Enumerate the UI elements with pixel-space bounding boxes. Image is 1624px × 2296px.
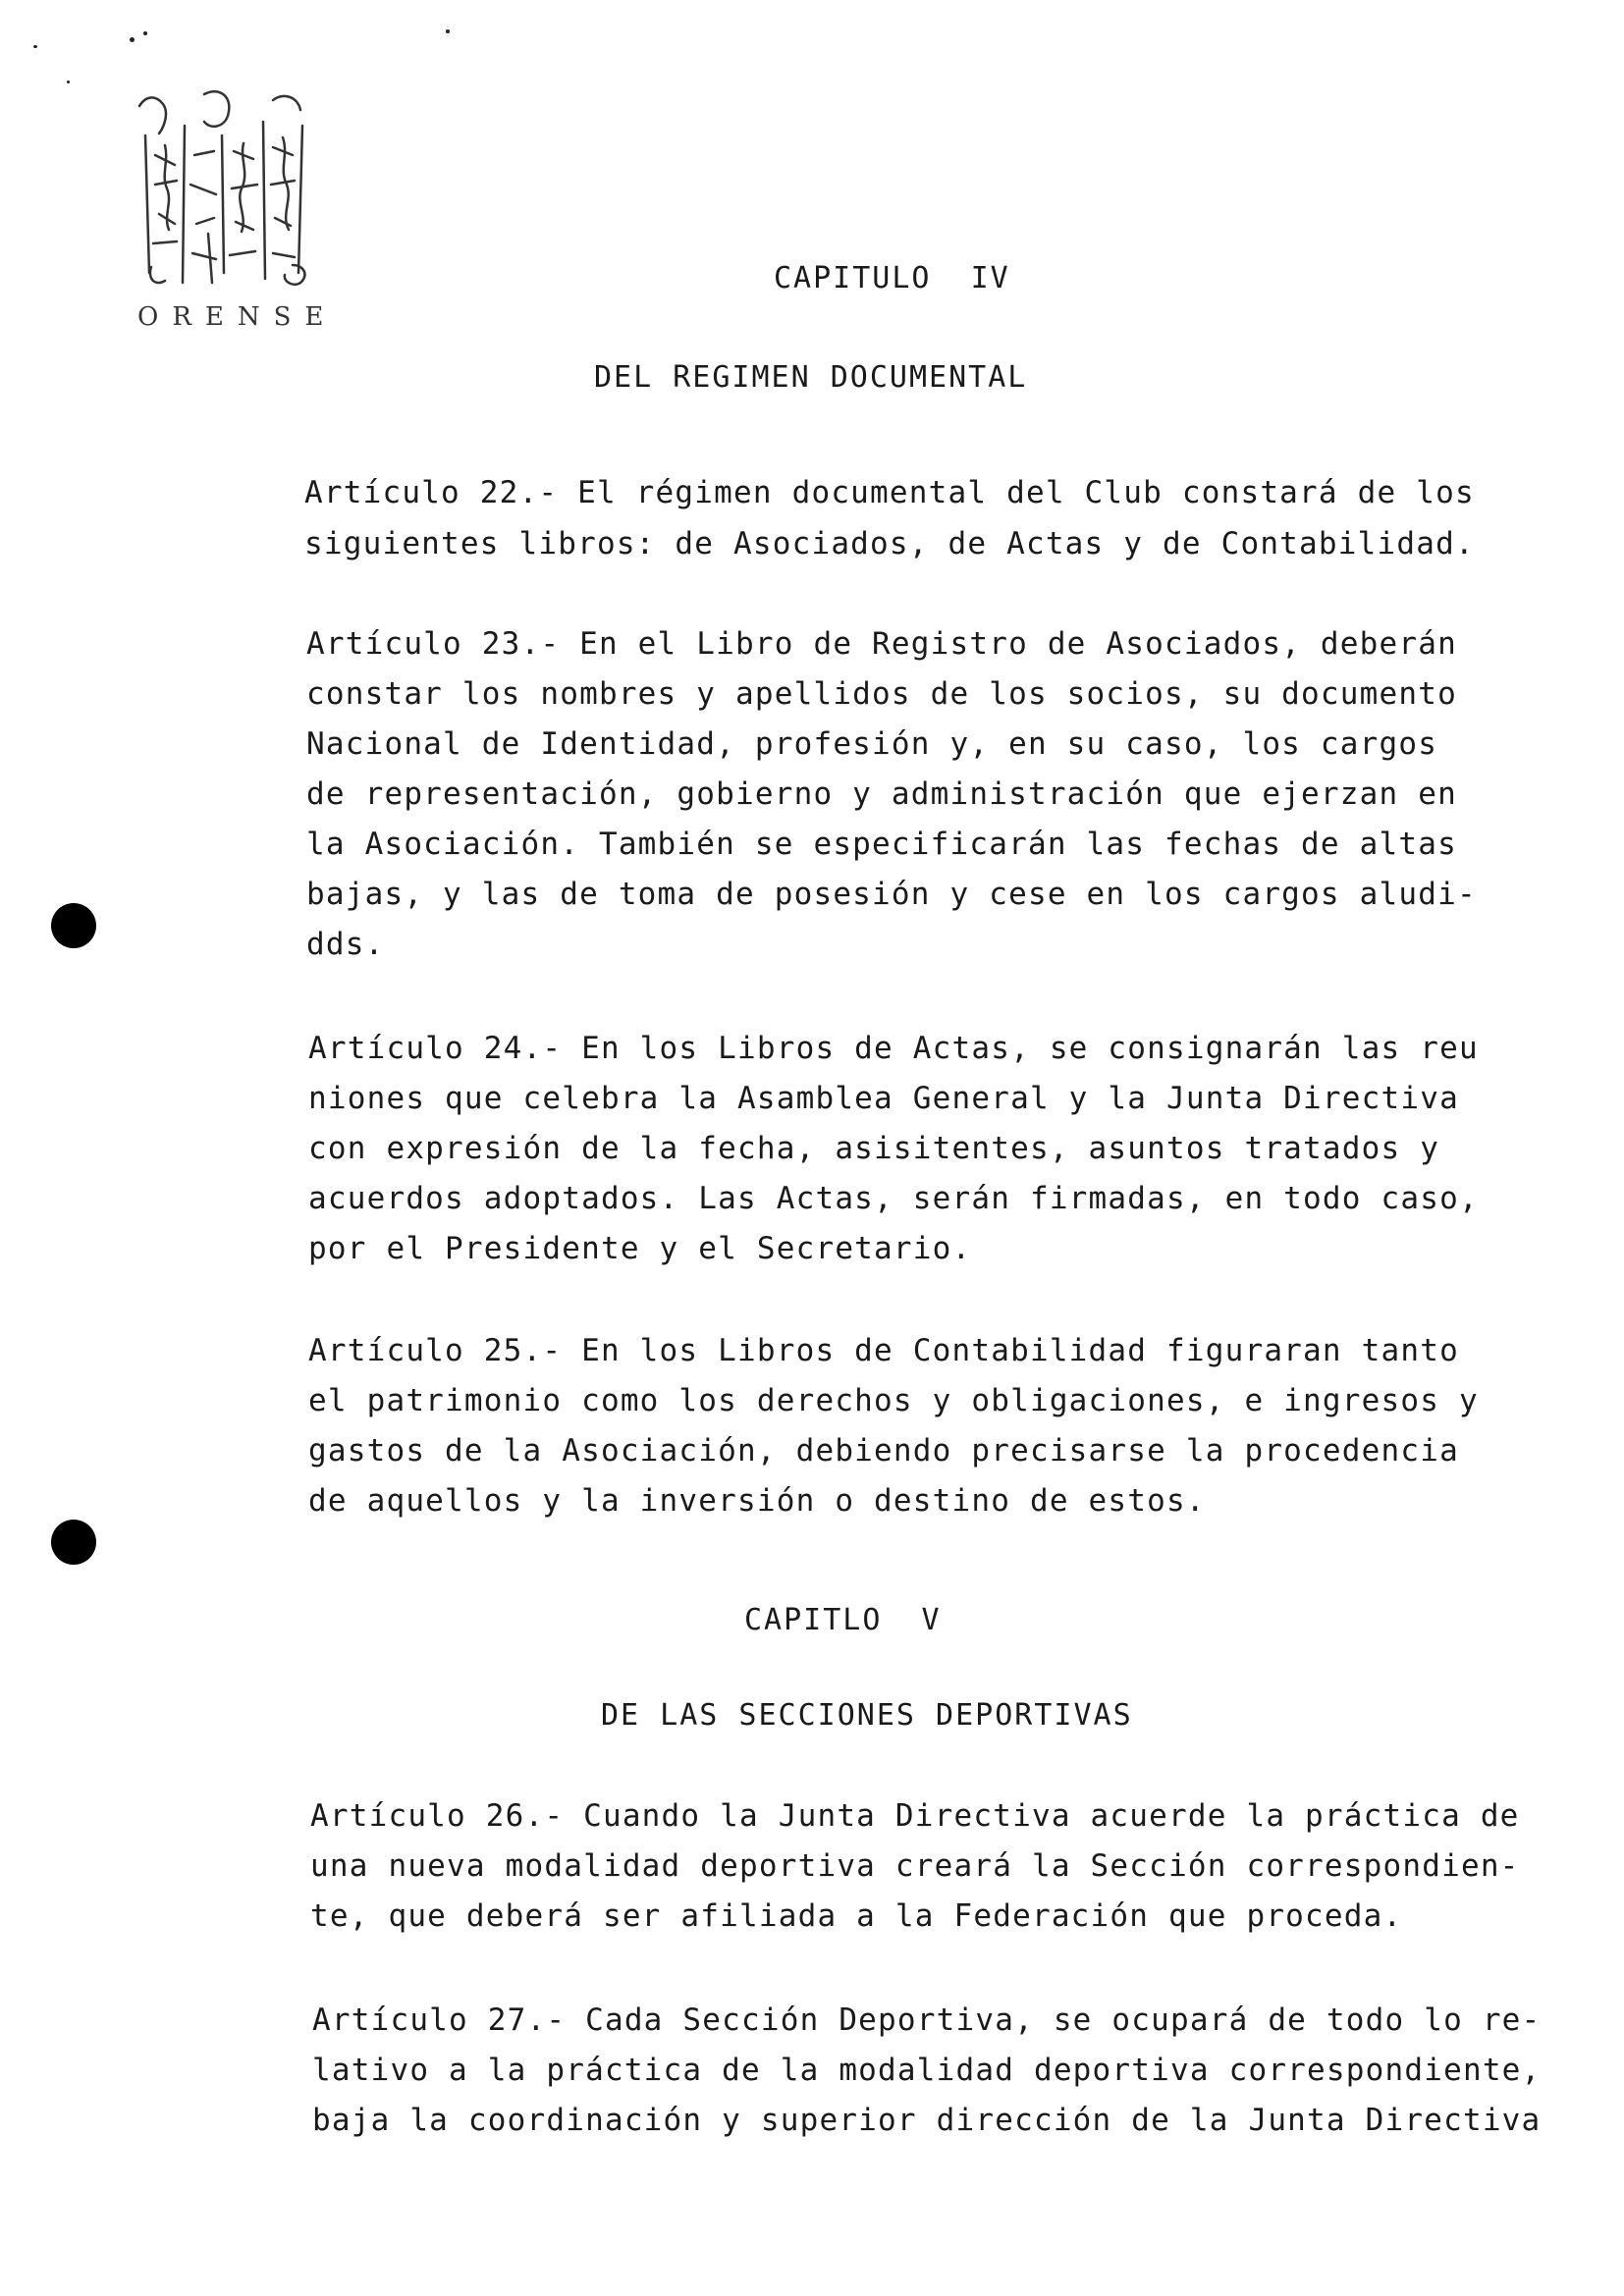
article-23-line: bajas, y las de toma de posesión y cese en los cargos aludi- [306,877,1477,912]
article-23-line: la Asociación. También se especificarán las fechas de altas [306,827,1457,862]
article-27-line: lativo a la práctica de la modalidad deportiva correspondiente, [312,2053,1542,2088]
article-24-line: acuerdos adoptados. Las Actas, serán firmadas, en todo caso, [308,1181,1479,1216]
punch-hole-bottom [51,1520,96,1565]
article-23-line: dds. [306,927,385,962]
speck [446,29,450,33]
article-23-line: constar los nombres y apellidos de los socios, su documento [306,676,1457,712]
chapter-4-title: CAPITULO IV [774,261,1010,295]
seal-drawing-icon [126,86,332,293]
chapter-5-title: CAPITLO V [744,1603,942,1637]
speck [143,31,147,35]
article-25-line: gastos de la Asociación, debiendo precisarse la procedencia [308,1433,1459,1468]
article-23-line: Nacional de Identidad, profesión y, en su caso, los cargos [306,726,1438,762]
chapter-5-subtitle: DE LAS SECCIONES DEPORTIVAS [601,1698,1133,1733]
article-24-line: niones que celebra la Asamblea General y la Junta Directiva [308,1081,1459,1116]
punch-hole-top [51,903,96,948]
article-26-line: una nueva modalidad deportiva creará la Sección correspondien- [310,1848,1520,1884]
article-23-line: de representación, gobierno y administración que ejerzan en [306,776,1457,812]
article-26-line: Artículo 26.- Cuando la Junta Directiva acuerde la práctica de [310,1798,1520,1834]
article-25-line: de aquellos y la inversión o destino de estos. [308,1483,1206,1519]
article-24-line: Artículo 24.- En los Libros de Actas, se consignarán las reu [308,1031,1479,1066]
article-25-line: Artículo 25.- En los Libros de Contabilidad figuraran tanto [308,1333,1459,1368]
speck [67,80,70,83]
article-24-line: por el Presidente y el Secretario. [308,1231,972,1266]
article-22-line: siguientes libros: de Asociados, de Actas y de Contabilidad. [304,526,1475,561]
article-24-line: con expresión de la fecha, asisitentes, asuntos tratados y [308,1131,1440,1166]
speck [33,45,37,48]
chapter-4-subtitle: DEL REGIMEN DOCUMENTAL [594,360,1028,395]
club-seal-logo [126,86,338,351]
article-22-line: Artículo 22.- El régimen documental del Club constará de los [304,475,1475,510]
speck [130,37,135,42]
article-27-line: baja la coordinación y superior dirección de la Junta Directiva [312,2103,1542,2138]
article-25-line: el patrimonio como los derechos y obligaciones, e ingresos y [308,1383,1479,1418]
article-23-line: Artículo 23.- En el Libro de Registro de Asociados, deberán [306,626,1457,662]
article-26-line: te, que deberá ser afiliada a la Federación que proceda. [310,1898,1403,1934]
seal-text: ORENSE [137,302,338,332]
article-27-line: Artículo 27.- Cada Sección Deportiva, se ocupará de todo lo re- [312,2002,1542,2038]
